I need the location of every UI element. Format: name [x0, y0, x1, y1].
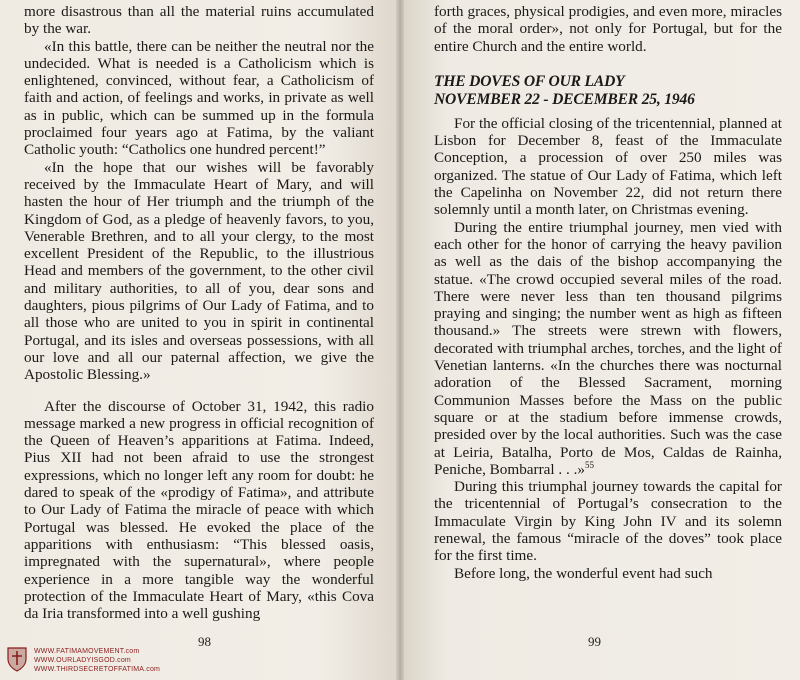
right-paragraph-1: For the official closing of the tricentennial, planned at Lisbon for December 8, feast of the Immaculate Conception, a procession of over 250 miles was organized. The statue of Our Lady of Fatima, which left the Capelinha on November 22, did not return there solemnly until a month later, on Christmas evening. [434, 114, 782, 219]
section-heading-title: THE DOVES OF OUR LADY [434, 72, 625, 90]
shield-logo-icon [6, 646, 28, 672]
left-paragraph-4: After the discourse of October 31, 1942, this radio message marked a new progress in official recognition of the Queen of Heaven’s apparitions at Fatima. Indeed, Pius XII had not been afraid to use the strongest expressions, which no longer left any room for doubt: he dared to speak of the «prodigy of Fatima», and attribute to Our Lady of Fatima the miracle of peace with which Portugal was blessed. He evoked the place of the apparitions with enthusiasm: “This blessed oasis, impregnated with the supernatural», where people experience in a more tangible way the wonderful protection of the Immaculate Heart of Mary, «this Cova da Iria transformed into a well gushing [24, 397, 374, 623]
right-paragraph-2-text: During the entire triumphal journey, men vied with each other for the honor of carrying the heavy pavilion as well as the dais of the bishop accompanying the statue. «The crowd occupied several miles of the road. There were never less than ten thousand pilgrims praying and singing; the number went as high as fifteen thousand.» The streets were strewn with flowers, decorated with triumphal arches, torches, and the light of Venetian lanterns. «In the churches there was nocturnal adoration of the Blessed Sacrament, morning Communion Masses before the Mass on the public square or at the stadium before immense crowds, presided over by the local authorities. Such was the case at Leiria, Batalha, Porto de Mos, Caldas de Rainha, Peniche, Bombarral . . .» [434, 218, 782, 478]
right-paragraph-2 [434, 219, 782, 478]
left-paragraph-2: «In this battle, there can be neither the neutral nor the undecided. What is needed is a Catholicism which is enlightened, convinced, without fear, a Catholicism of faith and action, of feelings and works, in private as well as in public, which can be summed up in the formula proclaimed four years ago at Fatima, by the valiant Catholic youth: “Catholics one hundred percent!” [24, 37, 374, 159]
right-page [400, 0, 800, 680]
page-number-right: 99 [588, 634, 601, 649]
site-watermark [2, 642, 172, 678]
left-page-text [24, 3, 374, 622]
section-heading-dates: NOVEMBER 22 - DECEMBER 25, 1946 [434, 90, 695, 108]
watermark-text [34, 647, 160, 674]
left-paragraph-1: more disastrous than all the material ruins accumulated by the war. [24, 3, 374, 38]
left-paragraph-3: «In the hope that our wishes will be favorably received by the Immaculate Heart of Mary, and will hasten the hour of Her triumph and the triumph of the Kingdom of God, as a pledge of heavenly favors, to you, Venerable Brethren, and to all your clergy, to the most excellent President of the Republic, to the illustrious Head and members of the government, to the other civil and military authorities, to all of you, dear sons and daughters, pious pilgrims of Our Lady of Fatima, and to all those who are united to you in spirit in continental Portugal, and its isles and overseas possessions, with all our love and all our paternal affection, we give the Apostolic Blessing.» [24, 158, 374, 384]
watermark-line-2: WWW.OURLADYISGOD.com [34, 657, 131, 664]
watermark-line-3: WWW.THIRDSECRETOFFATIMA.com [34, 666, 161, 673]
right-paragraph-opening: forth graces, physical prodigies, and even more, miracles of the moral order», not only for Portugal, but for the entire Church and the entire world. [434, 3, 782, 55]
book-gutter [396, 0, 404, 680]
section-heading [434, 73, 782, 109]
right-paragraph-4: Before long, the wonderful event had such [454, 564, 713, 582]
right-page-text [434, 3, 782, 582]
watermark-line-1: WWW.FATIMAMOVEMENT.com [34, 648, 140, 655]
footnote-marker: 55 [585, 459, 594, 470]
right-paragraph-3: During this triumphal journey towards the capital for the tricentennial of Portugal’s consecration to the Immaculate Virgin by King John IV and its solemn renewal, the famous “miracle of the doves” took place for the first time. [434, 478, 782, 565]
page-number-left: 98 [198, 634, 211, 649]
